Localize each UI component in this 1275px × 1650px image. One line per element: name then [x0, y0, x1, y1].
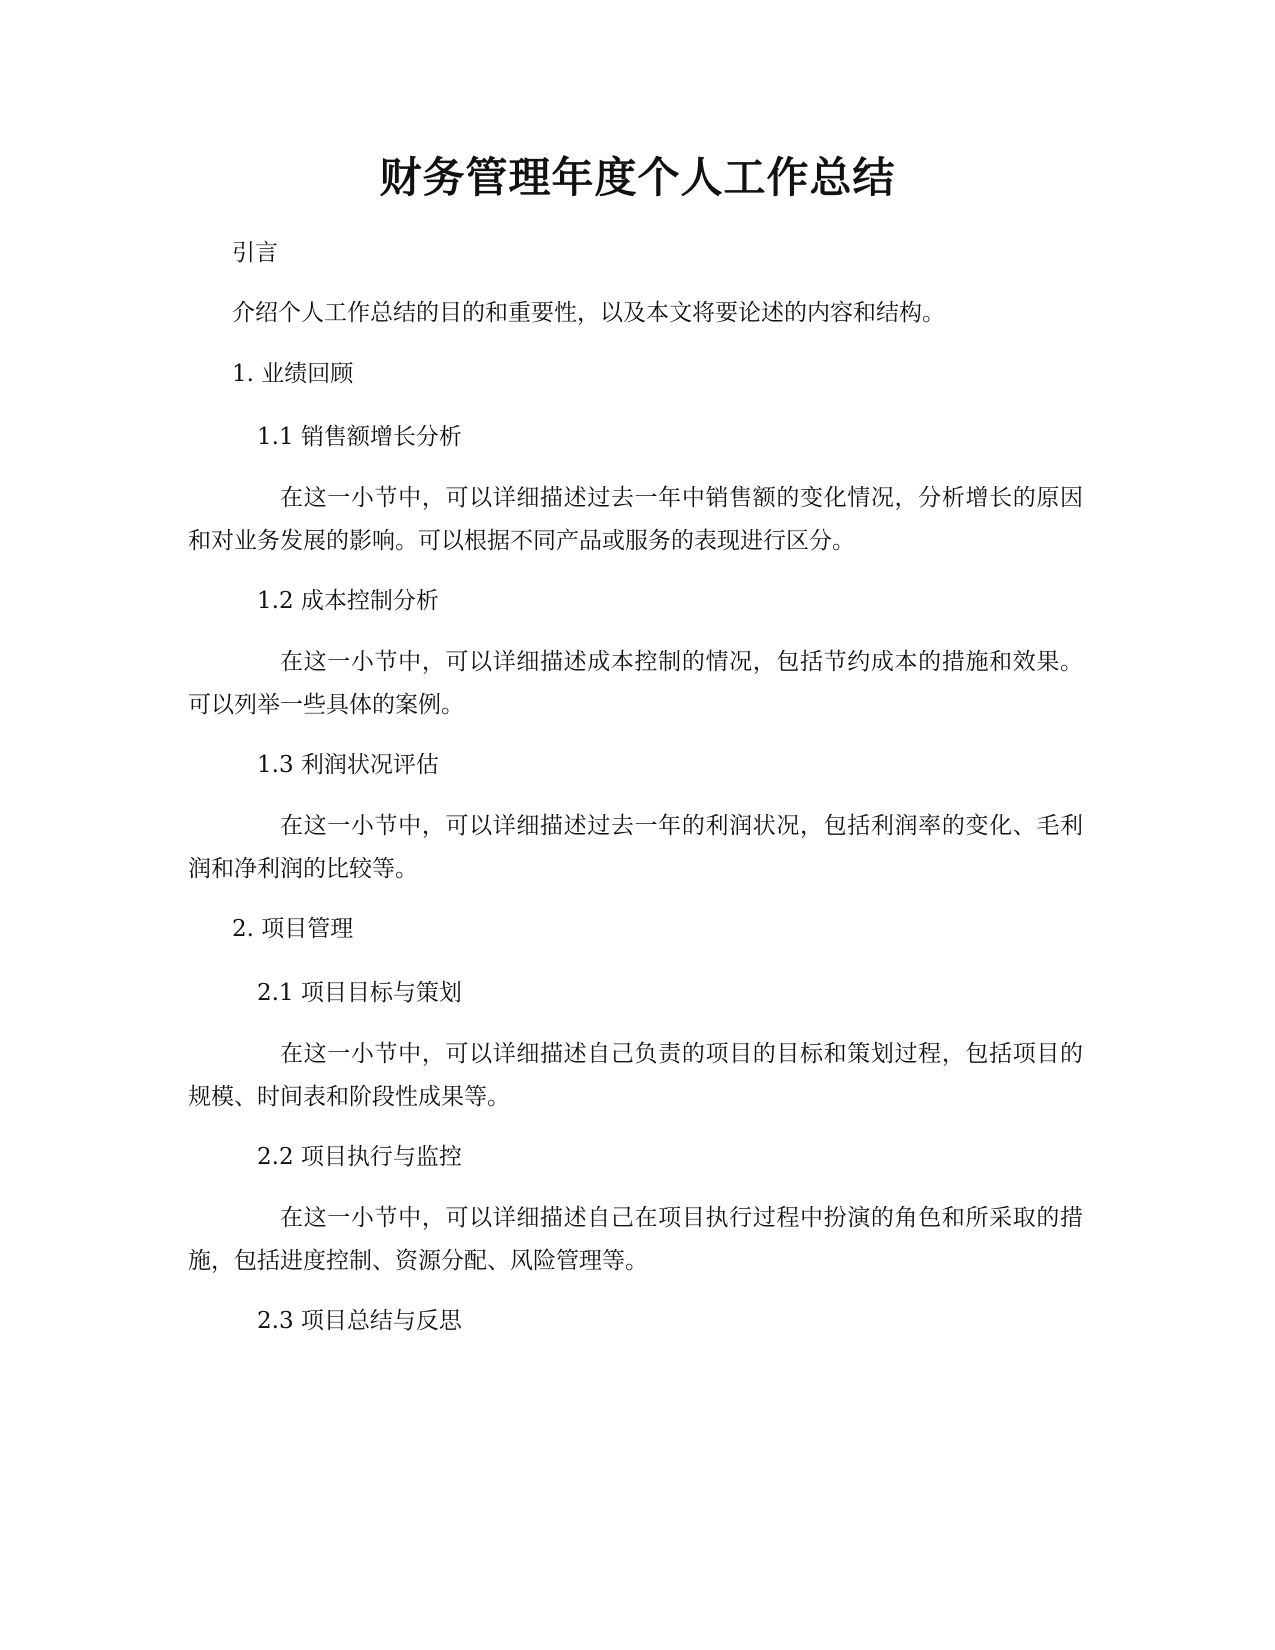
subsection-2-1-text: 在这一小节中，可以详细描述自己负责的项目的目标和策划过程，包括项目的规模、时间表和阶段性成果等。	[188, 1041, 1083, 1110]
subsection-1-3-text: 在这一小节中，可以详细描述过去一年的利润状况，包括利润率的变化、毛利润和净利润的比较等。	[188, 813, 1083, 882]
section-2-heading: 2. 项目管理	[232, 916, 354, 942]
subsection-2-2-text: 在这一小节中，可以详细描述自己在项目执行过程中扮演的角色和所采取的措施，包括进度控制、资源分配、风险管理等。	[188, 1205, 1083, 1274]
document-title: 财务管理年度个人工作总结	[379, 153, 896, 202]
section-1-heading: 1. 业绩回顾	[232, 361, 354, 387]
intro-text: 介绍个人工作总结的目的和重要性，以及本文将要论述的内容和结构。	[232, 300, 945, 326]
subsection-2-3-heading: 2.3 项目总结与反思	[257, 1308, 462, 1334]
intro-heading: 引言	[232, 240, 278, 266]
subsection-2-2-heading: 2.2 项目执行与监控	[257, 1144, 462, 1170]
subsection-1-1-text: 在这一小节中，可以详细描述过去一年中销售额的变化情况，分析增长的原因和对业务发展的影响。可以根据不同产品或服务的表现进行区分。	[188, 485, 1083, 554]
subsection-1-2-text: 在这一小节中，可以详细描述成本控制的情况，包括节约成本的措施和效果。可以列举一些具体的案例。	[188, 649, 1083, 718]
subsection-2-1-heading: 2.1 项目目标与策划	[257, 980, 462, 1006]
subsection-1-2-heading: 1.2 成本控制分析	[257, 588, 439, 614]
subsection-1-3-heading: 1.3 利润状况评估	[257, 752, 439, 778]
subsection-1-1-heading: 1.1 销售额增长分析	[257, 424, 462, 450]
